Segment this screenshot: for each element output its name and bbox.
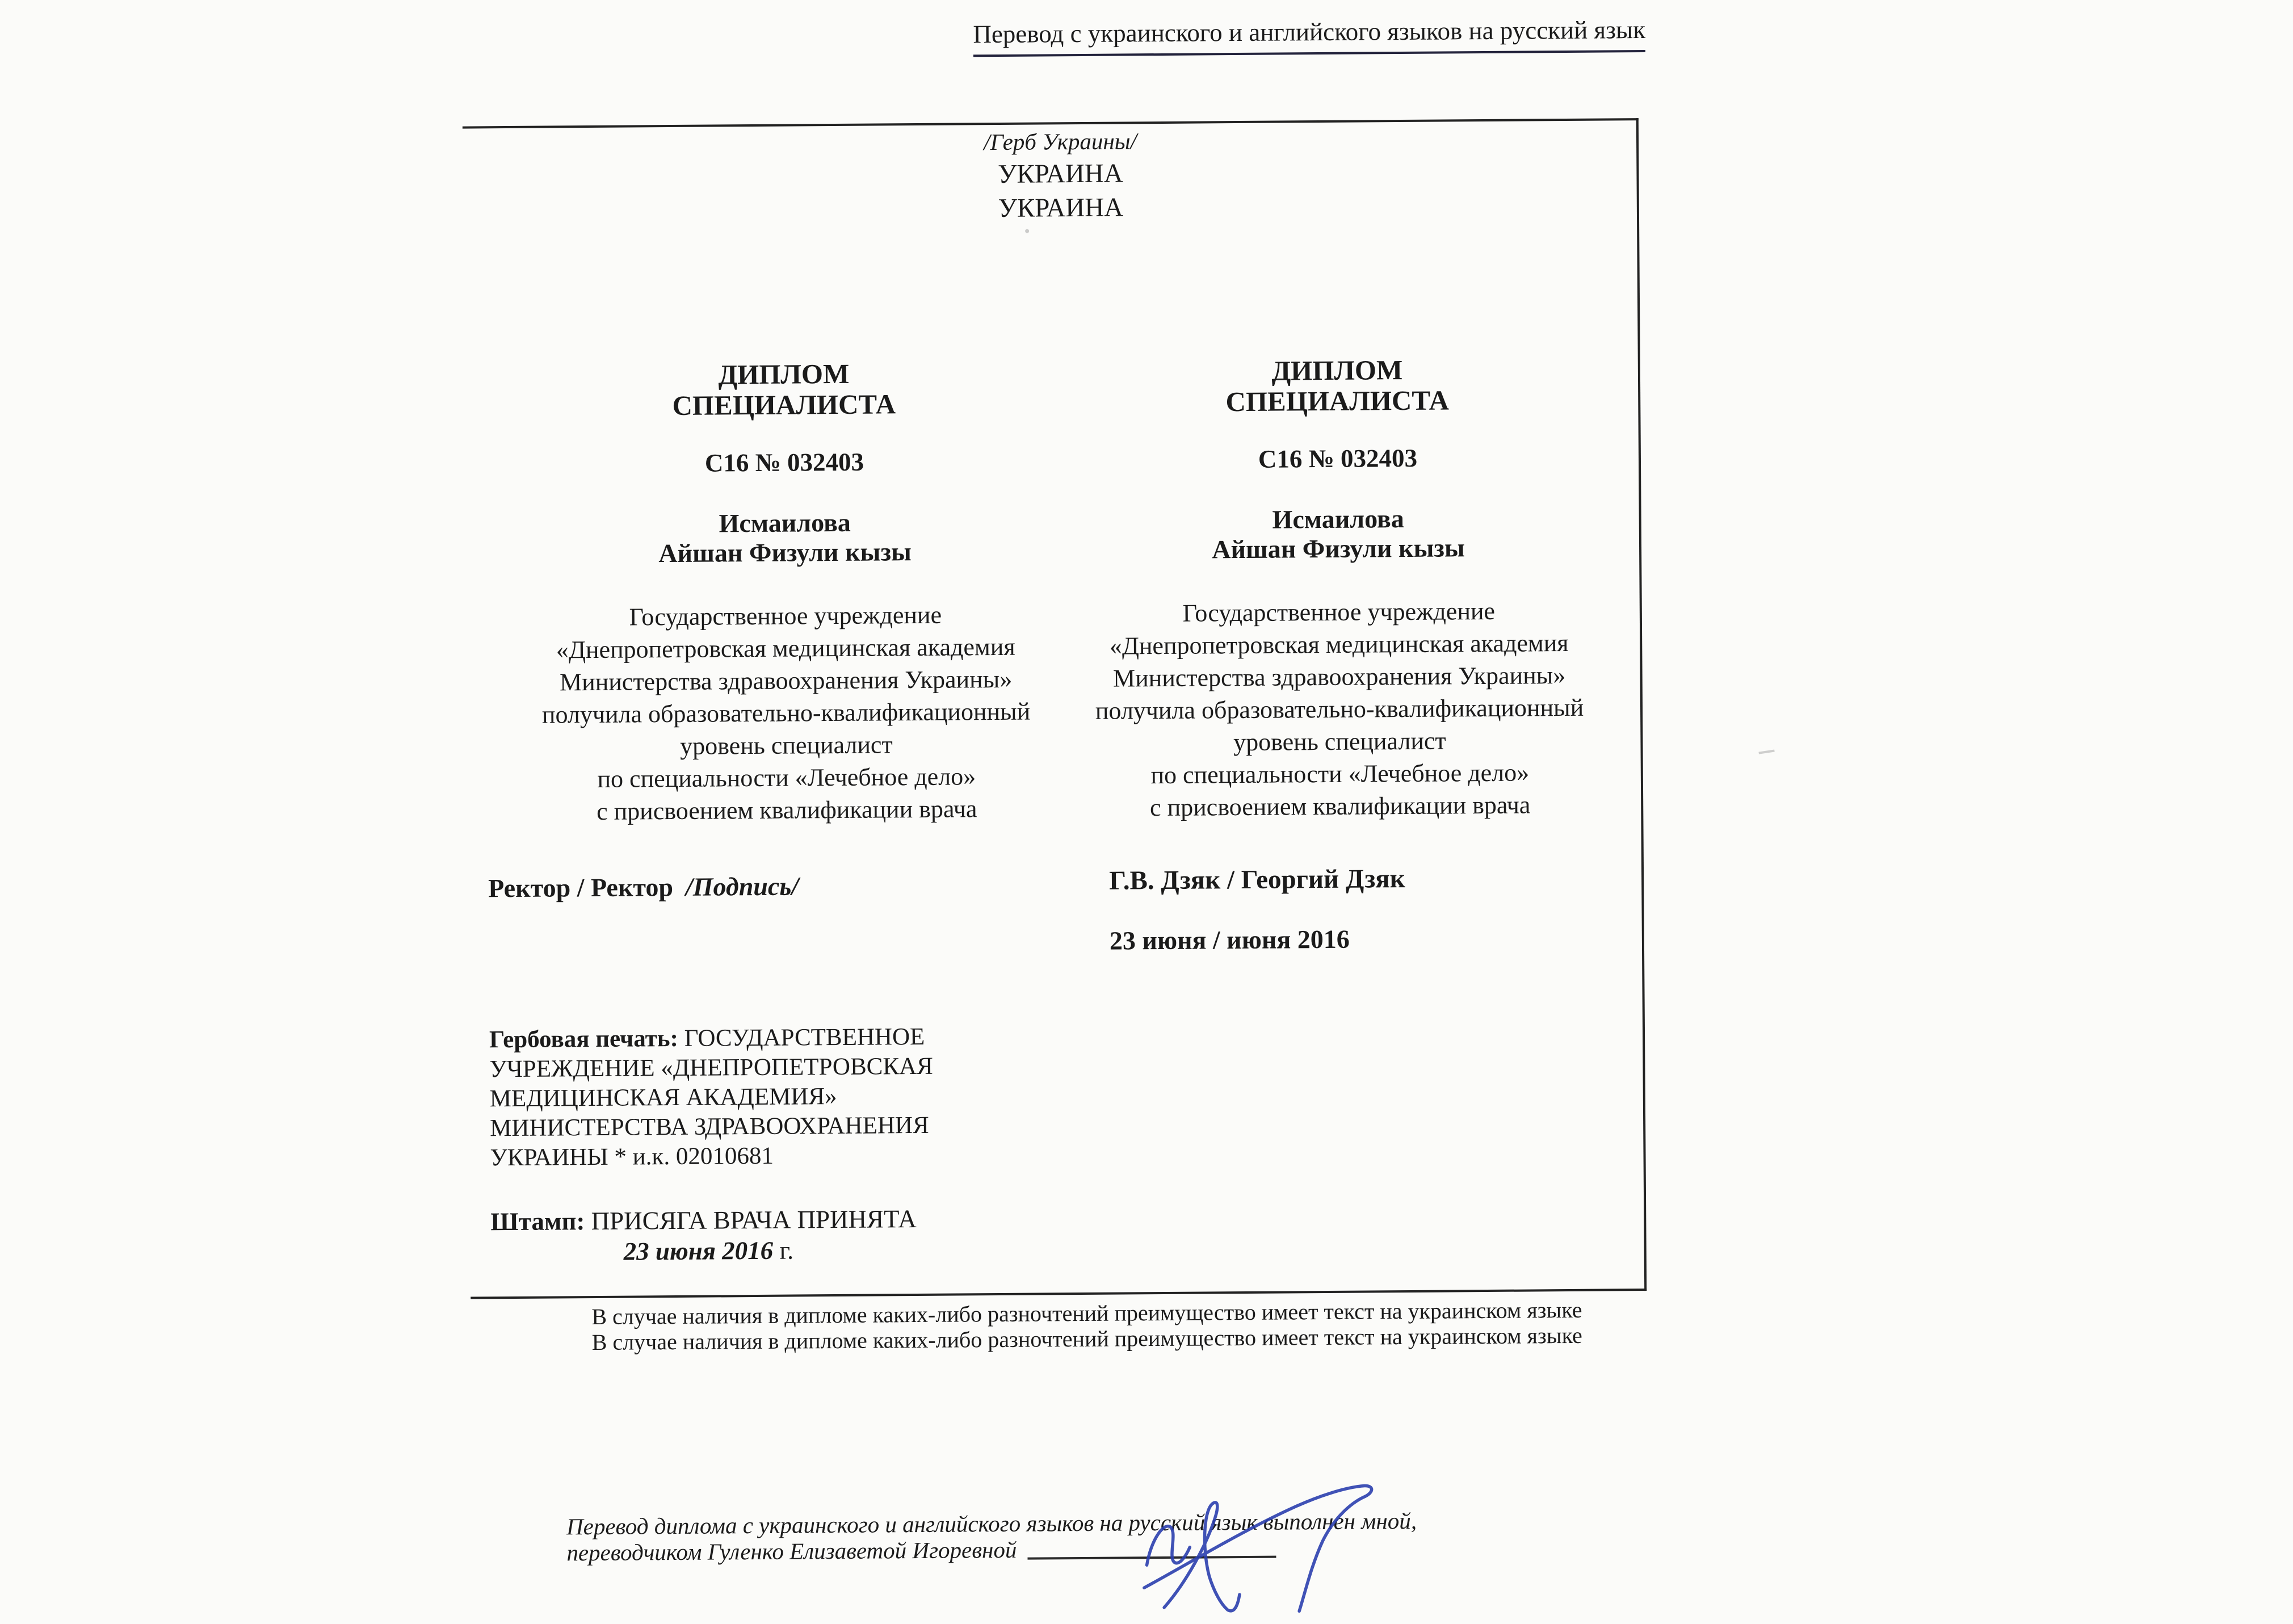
diploma-title-line2: СПЕЦИАЛИСТА [1225, 384, 1450, 418]
body-line: с присвоением квалификации врача [1149, 791, 1531, 822]
scan-speck [1025, 229, 1029, 233]
signature-placeholder-note: /Подпись/ [685, 871, 799, 901]
seal-label: Гербовая печать: [489, 1025, 679, 1054]
stamp-label: Штамп: [490, 1207, 585, 1236]
diploma-title-line1: ДИПЛОМ [1271, 354, 1403, 387]
stamp-date-line [623, 1236, 793, 1266]
body-line: уровень специалист [680, 731, 893, 760]
seal-text: ГОСУДАРСТВЕННОЕ [684, 1023, 925, 1052]
translation-direction-header [955, 15, 1664, 57]
diploma-title-line1: ДИПЛОМ [718, 358, 850, 391]
diploma-title-line2: СПЕЦИАЛИСТА [672, 388, 896, 421]
holder-given-names: Айшан Физули кызы [1212, 533, 1465, 564]
stamp-date-suffix: г. [779, 1236, 794, 1265]
body-line: «Днепропетровская медицинская академия [556, 632, 1015, 664]
stamp-text: ПРИСЯГА ВРАЧА ПРИНЯТА [591, 1205, 917, 1236]
translator-handwritten-signature [1106, 1463, 1459, 1624]
seal-line: МИНИСТЕРСТВА ЗДРАВООХРАНЕНИЯ [489, 1111, 929, 1142]
seal-line [489, 1022, 1006, 1055]
rector-signature-line [488, 871, 799, 903]
body-line: «Днепропетровская медицинская академия [1109, 628, 1569, 660]
body-line: получила образовательно-квалификационный [1095, 693, 1584, 725]
rector-label: Ректор / Ректор [488, 872, 674, 903]
scan-speck [1758, 750, 1774, 754]
body-line: с присвоением квалификации врача [596, 795, 977, 825]
body-line: по специальности «Лечебное дело» [1150, 758, 1530, 790]
body-line: Государственное учреждение [1182, 597, 1496, 627]
translator-statement-line2: переводчиком Гуленко Елизаветой Игоревной [566, 1536, 1017, 1566]
language-precedence-disclaimer-2: В случае наличия в дипломе каких-либо разночтений преимущество имеет текст на украинском языке [591, 1322, 1582, 1356]
body-line: получила образовательно-квалификационный [541, 697, 1031, 729]
holder-given-names: Айшан Физули кызы [658, 537, 912, 568]
rector-name: Г.В. Дзяк / Георгий Дзяк [1108, 864, 1405, 896]
stamp-date: 23 июня 2016 [623, 1236, 774, 1266]
body-line: Министерства здравоохранения Украины» [559, 665, 1013, 696]
language-precedence-disclaimer-1: В случае наличия в дипломе каких-либо разночтений преимущество имеет текст на украинском языке [591, 1296, 1582, 1330]
diploma-serial-number: С16 № 032403 [1258, 443, 1418, 473]
stamp-description-line [490, 1204, 917, 1236]
diploma-serial-number: С16 № 032403 [704, 447, 864, 477]
holder-surname: Исмаилова [719, 507, 851, 538]
coat-of-arms-note: /Герб Украины/ [983, 128, 1137, 156]
seal-line: МЕДИЦИНСКАЯ АКАДЕМИЯ» [489, 1083, 837, 1113]
diploma-body-paragraph [530, 598, 1043, 828]
translation-direction-text: Перевод с украинского и английского языков на русский язык [973, 15, 1645, 57]
body-line: Государственное учреждение [629, 601, 942, 631]
body-line: Министерства здравоохранения Украины» [1112, 661, 1566, 693]
translator-statement-line1: Перевод диплома с украинского и английского языков на русский язык выполнен мной, [566, 1507, 1417, 1540]
seal-description-block [489, 1022, 1007, 1173]
seal-line: УКРАИНЫ * и.к. 02010681 [490, 1142, 774, 1172]
issue-date: 23 июня / июня 2016 [1109, 924, 1350, 955]
holder-surname: Исмаилова [1272, 504, 1404, 534]
seal-line: УЧРЕЖДЕНИЕ «ДНЕПРОПЕТРОВСКАЯ [489, 1052, 933, 1083]
body-line: по специальности «Лечебное дело» [597, 762, 976, 793]
body-line: уровень специалист [1233, 727, 1446, 757]
country-name-line-1: УКРАИНА [997, 158, 1123, 189]
country-name-line-2: УКРАИНА [998, 192, 1124, 223]
diploma-body-paragraph [1083, 594, 1596, 824]
